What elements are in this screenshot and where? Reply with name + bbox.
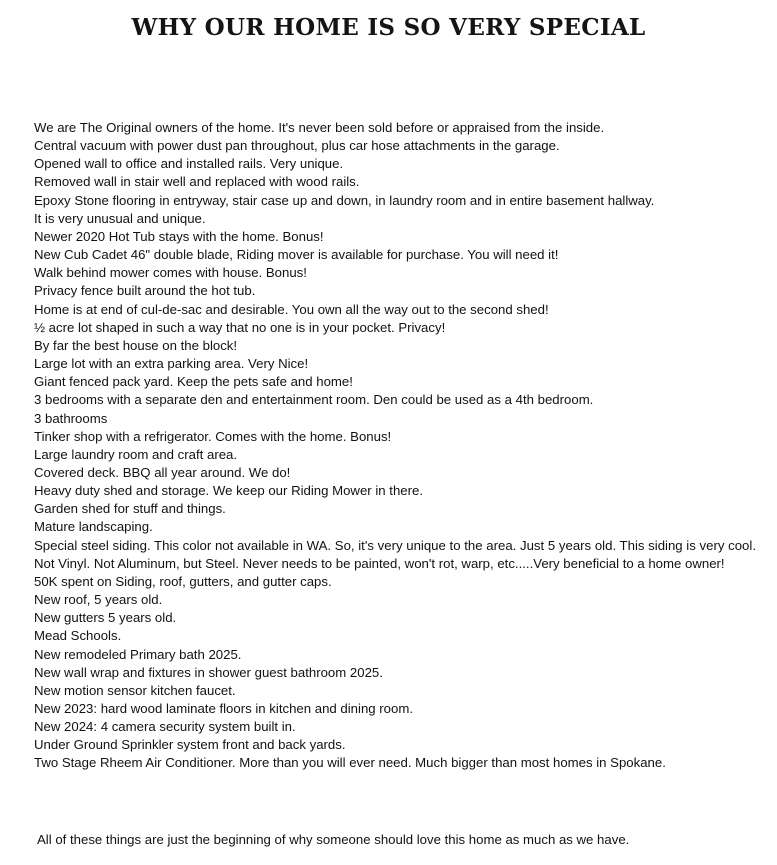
feature-line: New Cub Cadet 46" double blade, Riding mover is available for purchase. You will need it! [34,247,559,263]
feature-line: New motion sensor kitchen faucet. [34,682,236,698]
feature-line: By far the best house on the block! [34,337,238,353]
feature-line: New 2023: hard wood laminate floors in kitchen and dining room. [34,701,413,716]
feature-line: Giant fenced pack yard. Keep the pets safe and home! [34,374,353,390]
feature-line: Covered deck. BBQ all year around. We do! [34,464,291,480]
feature-line: Newer 2020 Hot Tub stays with the home. Bonus! [34,228,324,244]
feature-line: New remodeled Primary bath 2025. [34,646,242,662]
page-title: WHY OUR HOME IS SO VERY SPECIAL [131,14,646,41]
feature-line: Privacy fence built around the hot tub. [34,283,256,299]
feature-line: New roof, 5 years old. [34,592,163,608]
feature-line: New wall wrap and fixtures in shower guest bathroom 2025. [34,664,383,680]
feature-line: Walk behind mower comes with house. Bonus! [34,265,307,281]
feature-line: Heavy duty shed and storage. We keep our Riding Mower in there. [34,483,423,499]
feature-line: ½ acre lot shaped in such a way that no one is in your pocket. Privacy! [34,319,446,335]
feature-line: 50K spent on Siding, roof, gutters, and gutter caps. [34,573,332,589]
feature-line: It is very unusual and unique. [34,210,206,226]
feature-line: New 2024: 4 camera security system built in. [34,719,296,735]
closing-statement: All of these things are just the beginning of why someone should love this home as much as we have. [37,832,630,847]
feature-line: Epoxy Stone flooring in entryway, stair case up and down, in laundry room and in entire basement hallway. [34,192,655,208]
feature-line: Opened wall to office and installed rails. Very unique. [34,156,344,172]
feature-line: Home is at end of cul-de-sac and desirable. You own all the way out to the second shed! [34,301,549,317]
feature-paragraph: Special steel siding. This color not available in WA. So, it's very unique to the area. Just 5 years old. This siding is very cool. Not Vinyl. Not Aluminum, but Steel. Never needs to be painted, won't rot, warp, etc.....Very beneficial to a home owner! [34,537,756,571]
feature-line: Mature landscaping. [34,519,153,535]
feature-paragraph: Two Stage Rheem Air Conditioner. More than you will ever need. Much bigger than most homes in Spokane. [34,755,666,771]
feature-line: Under Ground Sprinkler system front and back yards. [34,737,346,753]
feature-line: Large lot with an extra parking area. Very Nice! [34,356,309,372]
feature-line: Mead Schools. [34,628,122,644]
feature-line: Central vacuum with power dust pan throughout, plus car hose attachments in the garage. [34,138,560,154]
feature-line: 3 bathrooms [34,410,108,426]
feature-line: We are The Original owners of the home. It's never been sold before or appraised from the inside. [34,120,605,135]
feature-list [34,119,756,773]
feature-line: New gutters 5 years old. [34,610,177,626]
feature-line: Tinker shop with a refrigerator. Comes with the home. Bonus! [34,428,392,444]
feature-line: Removed wall in stair well and replaced with wood rails. [34,174,360,190]
feature-line: Garden shed for stuff and things. [34,501,226,517]
feature-line: Large laundry room and craft area. [34,446,238,462]
feature-line: 3 bedrooms with a separate den and entertainment room. Den could be used as a 4th bedroom. [34,392,594,408]
